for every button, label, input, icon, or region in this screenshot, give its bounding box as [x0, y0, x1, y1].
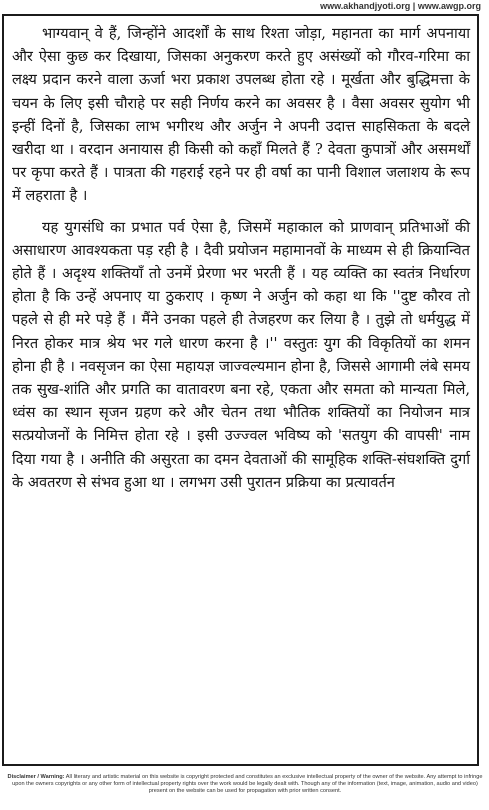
- page-frame: [2, 14, 479, 766]
- disclaimer-text: All literary and artistic material on this website is copyright protected and constitutes an exclusive intellectual property of the owner of the website. Any attempt to infringe upon the owners copyrights or any other form of intellectual property rights over the work would be legally dealt with. Though any of the information (text, image, animation, audio and video) present on the website can be used for propagation with prior written consent.: [12, 774, 483, 794]
- paragraph-2: यह युगसंधि का प्रभात पर्व ऐसा है, जिसमें महाकाल को प्राणवान् प्रतिभाओं की असाधारण आवश्यकता पड़ रही है । दैवी प्रयोजन महामानवों के माध्यम से ही क्रियान्वित होते हैं । अदृश्य शक्तियाँ तो उनमें प्रेरणा भर भरती हैं । यह व्यक्ति का स्वतंत्र निर्धारण होता है कि उन्हें अपनाए या ठुकराए । कृष्ण ने अर्जुन को कहा था कि ''दुष्ट कौरव तो पहले से ही मरे पड़े हैं । मैंने उनका पहले ही तेजहरण कर लिया है । तुझे तो धर्मयुद्ध में निरत होकर मात्र श्रेय भर गले धारण करना है ।'' वस्तुतः युग की विकृतियों का शमन होना ही है । नवसृजन का ऐसा महायज्ञ जाज्वल्यमान होना है, जिससे आगामी लंबे समय तक सुख-शांति और प्रगति का वातावरण बना रहे, एकता और समता को मान्यता मिले, ध्वंस का स्थान सृजन ग्रहण करे और चेतन तथा भौतिक शक्तियों का नियोजन मात्र सत्प्रयोजनों के निमित्त होता रहे । इसी उज्ज्वल भविष्य को 'सतयुग की वापसी' नाम दिया गया है । अनीति की असुरता का दमन देवताओं की सामूहिक शक्ति-संघशक्ति दुर्गा के अवतरण से संभव हुआ था । लगभग उसी पुरातन प्रक्रिया का प्रत्यावर्तन: [12, 218, 470, 491]
- disclaimer: [6, 774, 484, 795]
- header-urls: www.akhandjyoti.org | www.awgp.org: [320, 1, 481, 11]
- paragraph-1: भाग्यवान् वे हैं, जिन्होंने आदर्शों के साथ रिश्ता जोड़ा, महानता का मार्ग अपनाया और ऐसा कुछ कर दिखाया, जिसका अनुकरण करते हुए असंख्यों को गौरव-गरिमा का लक्ष्य प्रदान करने वाला ऊर्जा भरा प्रकाश उपलब्ध होता रहे । मूर्खता और बुद्धिमत्ता के चयन के लिए इसी चौराहे पर सही निर्णय करने का अवसर है । वैसा अवसर सुयोग भी इन्हीं दिनों है, जिसका लाभ भगीरथ और अर्जुन ने अपनी उदात्त साहसिकता के बदले खरीदा था । वरदान अनायास ही किसी को कहाँ मिलते हैं ? देवता कुपात्रों और असमर्थों पर कृपा करते हैं । पात्रता की गहराई रहने पर ही वर्षा का पानी विशाल जलाशय के रूप में लहराता है ।: [12, 25, 470, 205]
- disclaimer-label: Disclaimer / Warning:: [7, 774, 65, 780]
- article-text: [12, 22, 470, 494]
